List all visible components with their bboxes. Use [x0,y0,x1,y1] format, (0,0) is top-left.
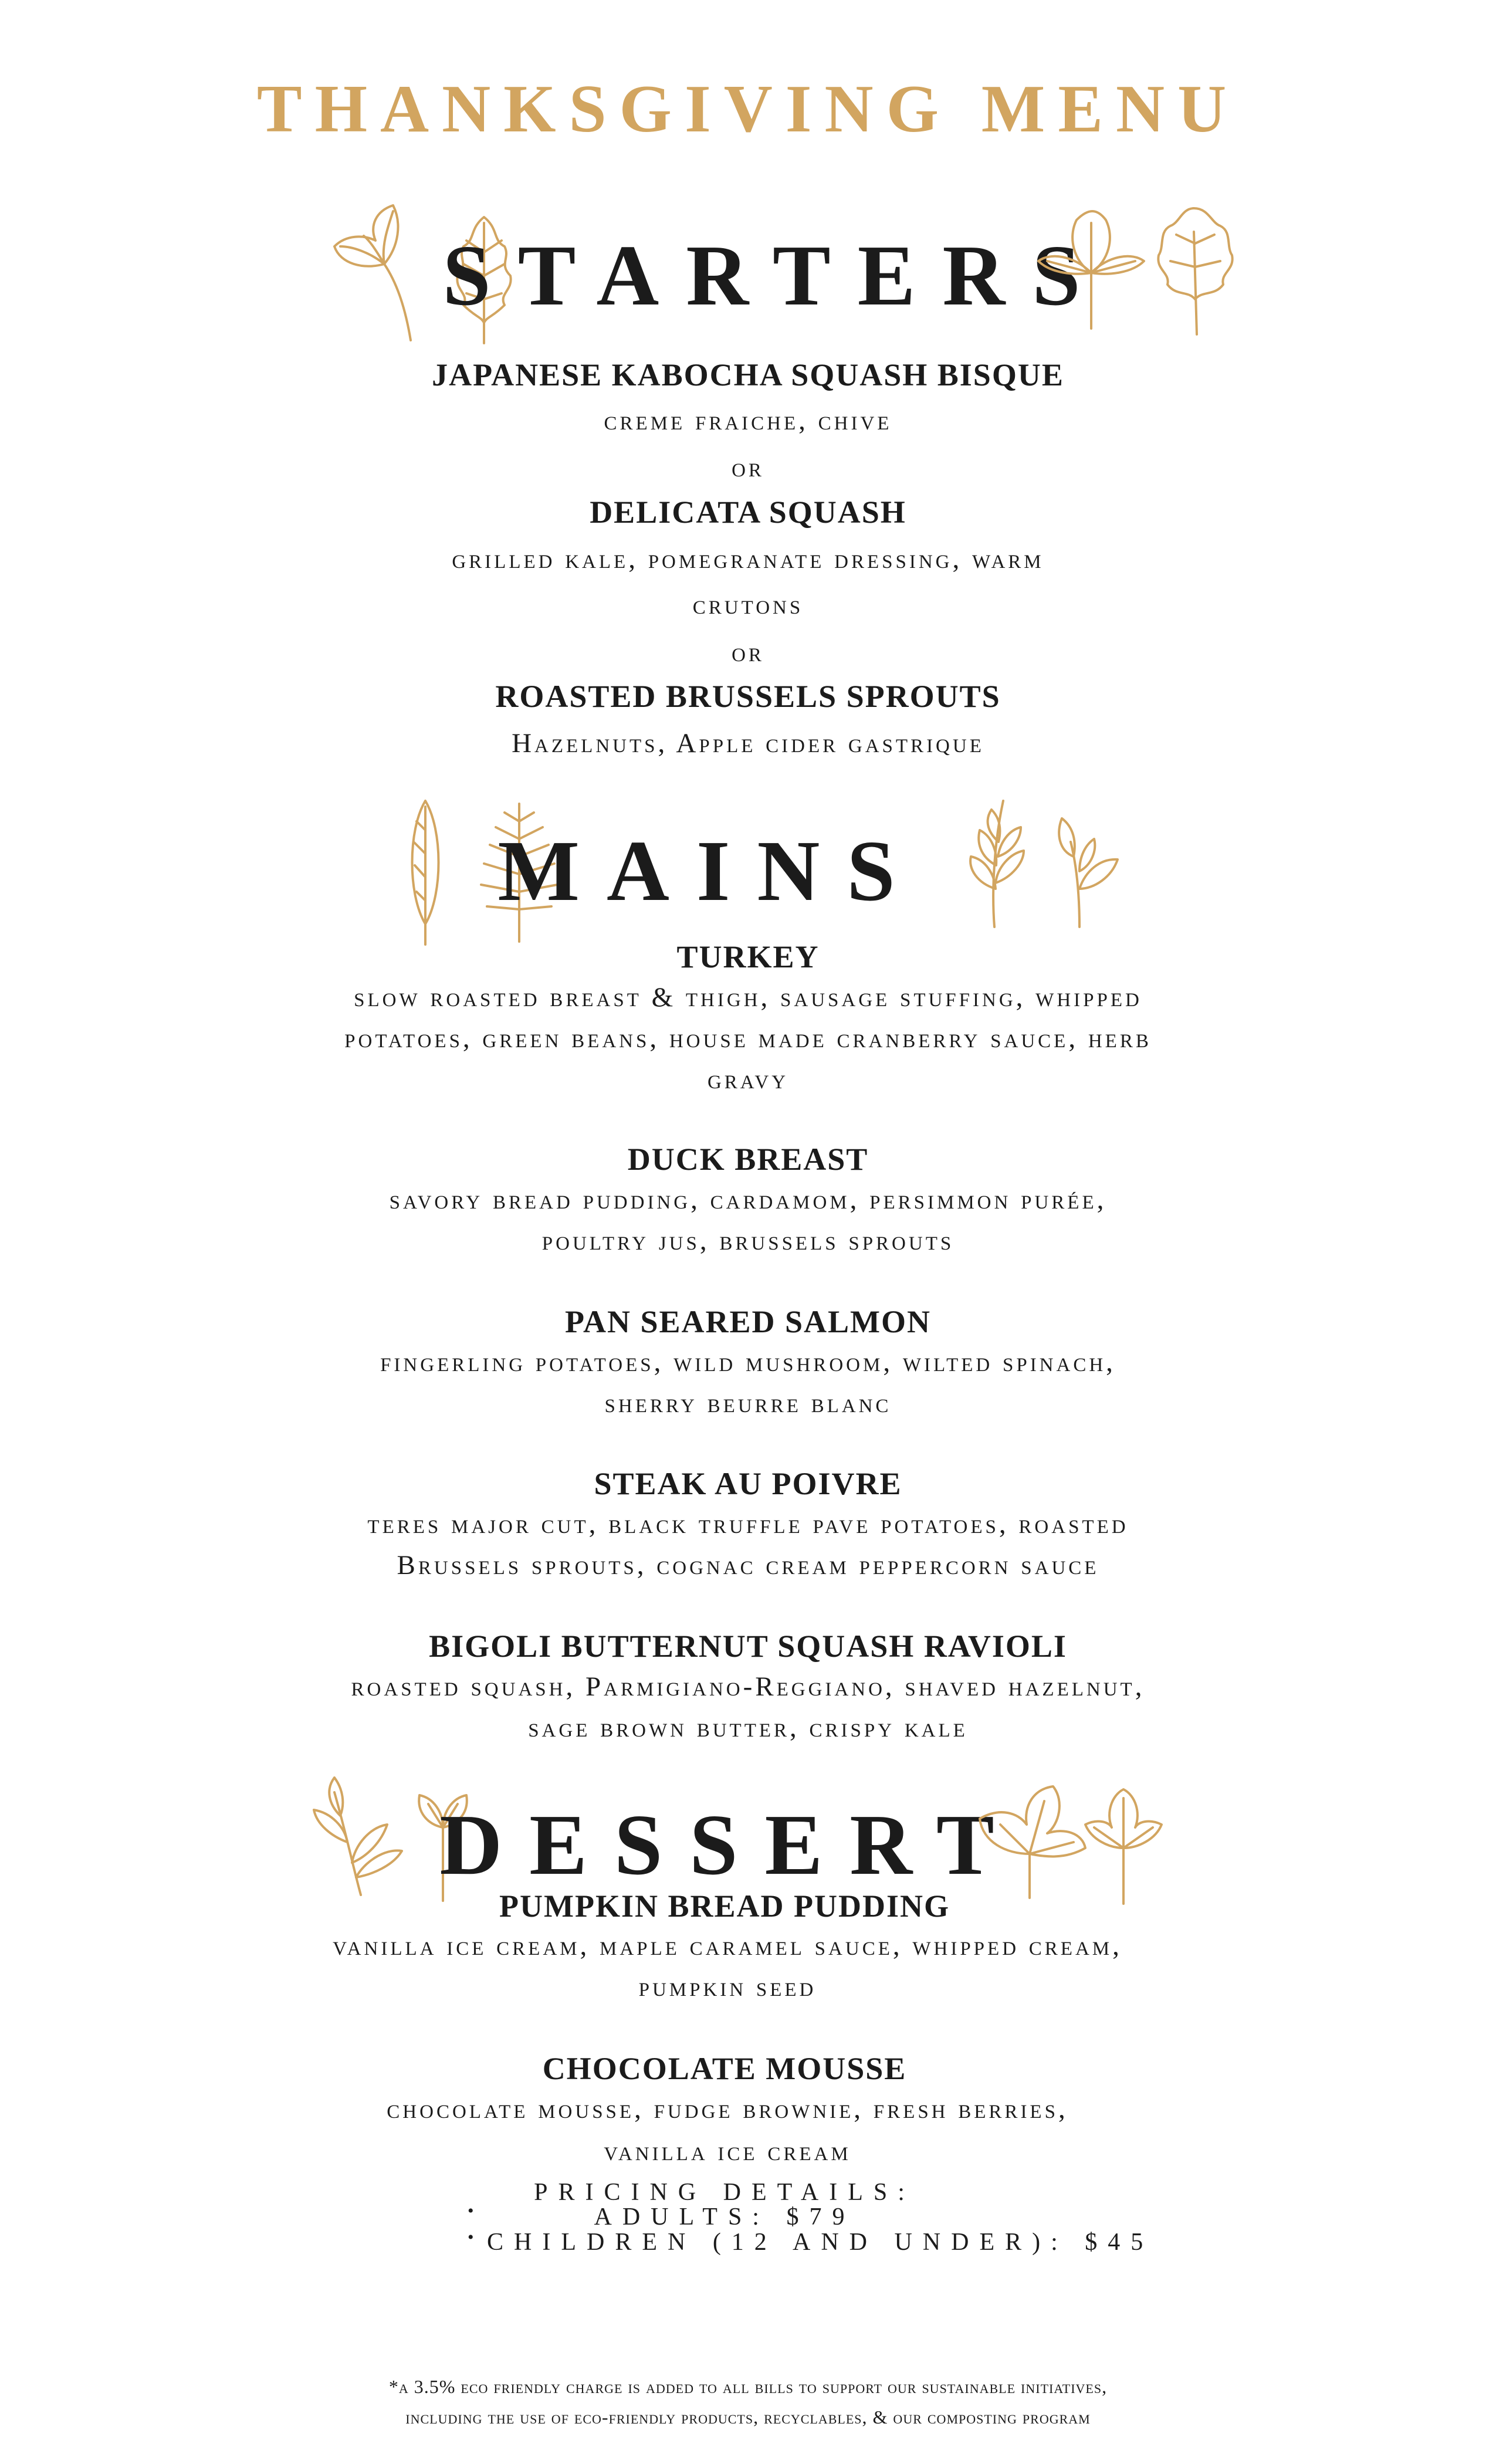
oak-leaf-icon [1153,197,1241,337]
dish-description: chocolate mousse, fudge brownie, fresh berries, [387,2094,1068,2124]
or-divider: or [732,452,764,483]
dish-description: vanilla ice cream [604,2136,851,2167]
pricing-heading: PRICING DETAILS: [534,2179,915,2206]
dish-name: JAPANESE KABOCHA SQUASH BISQUE [432,357,1064,392]
pricing-bullet: • [468,2228,474,2247]
dish-name: ROASTED BRUSSELS SPROUTS [495,679,1001,714]
section-heading-mains: MAINS [497,823,922,919]
seedling-icon [1047,807,1123,930]
dish-description: teres major cut, black truffle pave potatoes, roasted [367,1509,1129,1539]
section-heading-dessert: DESSERT [439,1797,1021,1893]
dish-name: DELICATA SQUASH [590,495,906,530]
dish-name: DUCK BREAST [627,1142,869,1177]
dish-description: grilled kale, pomegranate dressing, warm [452,544,1044,574]
dish-description: sage brown butter, crispy kale [528,1712,968,1743]
ginkgo-leaf-icon [977,1783,1088,1901]
dish-description: creme fraiche, chive [604,405,892,436]
dish-description: Brussels sprouts, cognac cream peppercorn sauce [397,1550,1099,1580]
menu-title: THANKSGIVING MENU [256,72,1240,146]
or-divider: or [732,637,764,668]
section-heading-starters: STARTERS [442,228,1108,324]
dish-description: Hazelnuts, Apple cider gastrique [512,728,984,759]
herb-sprig-icon [959,795,1035,930]
pricing-bullet: • [468,2201,474,2221]
dish-description: pumpkin seed [638,1972,817,2002]
dish-description: sherry beurre blanc [604,1388,892,1419]
dish-name: PAN SEARED SALMON [564,1304,932,1339]
pricing-children: CHILDREN (12 AND UNDER): $45 [487,2229,1154,2256]
footnote: *a 3.5% eco friendly charge is added to all bills to support our sustainable initiatives, [388,2376,1108,2397]
dish-description: roasted squash, Parmigiano-Reggiano, shaved hazelnut, [351,1671,1145,1702]
dish-description: poultry jus, brussels sprouts [541,1226,955,1256]
maple-leaf-icon [1033,202,1150,331]
dish-description: crutons [692,590,804,620]
dish-description: potatoes, green beans, house made cranberry sauce, herb [344,1023,1152,1054]
dish-description: vanilla ice cream, maple caramel sauce, whipped cream, [333,1931,1122,1961]
dish-name: CHOCOLATE MOUSSE [542,2051,907,2086]
footnote: including the use of eco-friendly products, recyclables, & our composting program [405,2407,1091,2428]
dish-name: BIGOLI BUTTERNUT SQUASH RAVIOLI [429,1629,1067,1664]
dish-description: savory bread pudding, cardamom, persimmon purée, [389,1184,1107,1215]
dish-description: slow roasted breast & thigh, sausage stuffing, whipped [354,982,1142,1013]
dish-name: PUMPKIN BREAD PUDDING [499,1888,950,1924]
dish-name: STEAK AU POIVRE [594,1466,902,1501]
pricing-adults: ADULTS: $79 [594,2204,855,2231]
dish-description: gravy [707,1064,789,1095]
dish-name: TURKEY [676,939,820,974]
dish-description: fingerling potatoes, wild mushroom, wilted spinach, [380,1347,1116,1377]
